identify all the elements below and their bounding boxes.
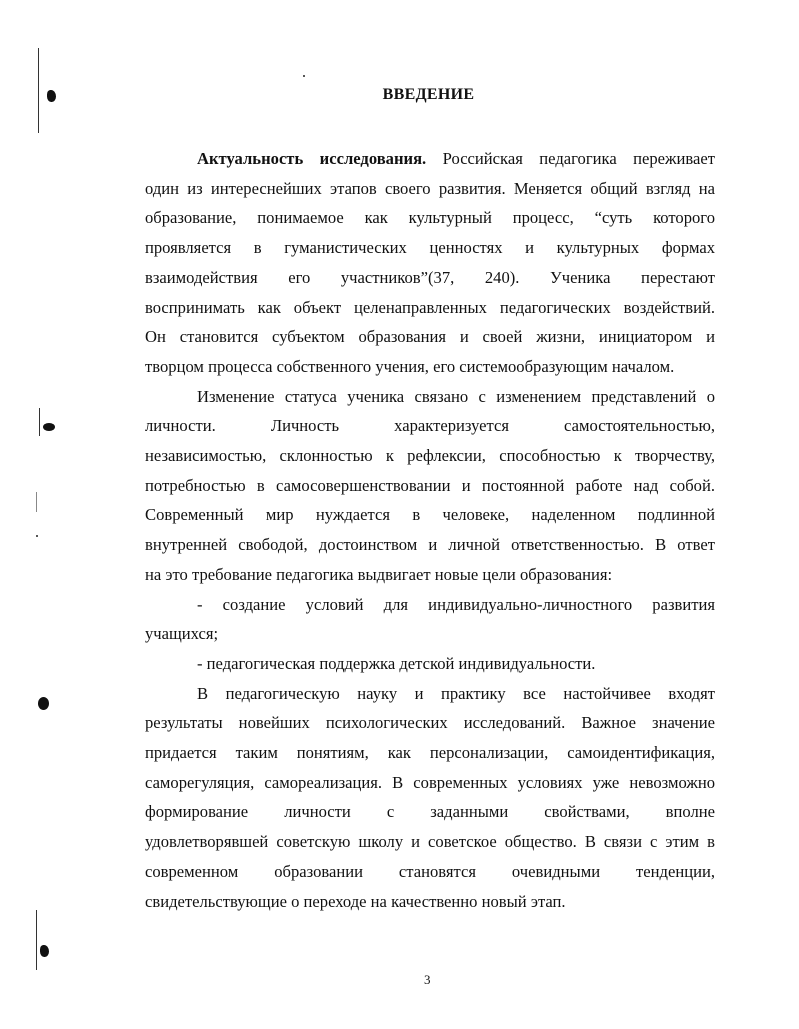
scan-mark xyxy=(36,535,38,537)
paragraph-line: современном образовании становятся очевидными тенденции, xyxy=(145,861,715,881)
paragraph-line: Современный мир нуждается в человеке, наделенном подлинной xyxy=(145,505,715,525)
scan-mark xyxy=(303,75,305,77)
paragraph-line: Он становится субъектом образования и своей жизни, инициатором и xyxy=(145,327,715,347)
document-body xyxy=(145,144,715,916)
scan-mark xyxy=(38,697,49,710)
paragraph-line: независимостью, склонностью к рефлексии, способностью к творчеству, xyxy=(145,446,715,466)
paragraph-line: воспринимать как объект целенаправленных педагогических воздействий. xyxy=(145,297,715,317)
paragraph-line: свидетельствующие о переходе на качественно новый этап. xyxy=(145,891,566,911)
paragraph-line: личности. Личность характеризуется самостоятельностью, xyxy=(145,416,715,436)
scan-margin-line xyxy=(39,408,40,436)
paragraph-text: Российская педагогика переживает xyxy=(426,149,715,168)
page-number: 3 xyxy=(424,972,431,987)
paragraph-line: Изменение статуса ученика связано с изменением представлений о xyxy=(197,386,715,406)
scan-mark xyxy=(43,423,55,431)
paragraph-line: удовлетворявшей советскую школу и советское общество. В связи с этим в xyxy=(145,832,715,852)
list-item: - создание условий для индивидуально-личностного развития xyxy=(197,594,715,614)
paragraph-line xyxy=(145,144,715,174)
paragraph-line: творцом процесса собственного учения, его системообразующим началом. xyxy=(145,356,675,376)
page-title: ВВЕДЕНИЕ xyxy=(382,86,475,103)
paragraph-line: потребностью в самосовершенствовании и постоянной работе над собой. xyxy=(145,475,715,495)
scan-margin-line xyxy=(36,492,37,512)
paragraph-line: на это требование педагогика выдвигает новые цели образования: xyxy=(145,564,613,584)
paragraph-line: один из интереснейших этапов своего развития. Меняется общий взгляд на xyxy=(145,178,715,198)
paragraph-line: внутренней свободой, достоинством и личной ответственностью. В ответ xyxy=(145,535,715,555)
paragraph-line: взаимодействия его участников”(37, 240). Ученика перестают xyxy=(145,267,715,287)
list-item-continuation: учащихся; xyxy=(145,624,219,644)
paragraph-line: придается таким понятиям, как персонализации, самоидентификация, xyxy=(145,743,715,763)
scan-margin-line xyxy=(36,910,37,970)
section-lead: Актуальность исследования. xyxy=(197,149,427,168)
list-item: - педагогическая поддержка детской индивидуальности. xyxy=(197,653,596,673)
paragraph-line: образование, понимаемое как культурный процесс, “суть которого xyxy=(145,208,715,228)
paragraph-line: саморегуляция, самореализация. В современных условиях уже невозможно xyxy=(145,772,715,792)
scan-mark xyxy=(40,945,49,957)
paragraph-line: формирование личности с заданными свойствами, вполне xyxy=(145,802,715,822)
paragraph-line: В педагогическую науку и практику все настойчивее входят xyxy=(197,683,715,703)
paragraph-line: результаты новейших психологических исследований. Важное значение xyxy=(145,713,715,733)
paragraph-line: проявляется в гуманистических ценностях и культурных формах xyxy=(145,238,715,258)
